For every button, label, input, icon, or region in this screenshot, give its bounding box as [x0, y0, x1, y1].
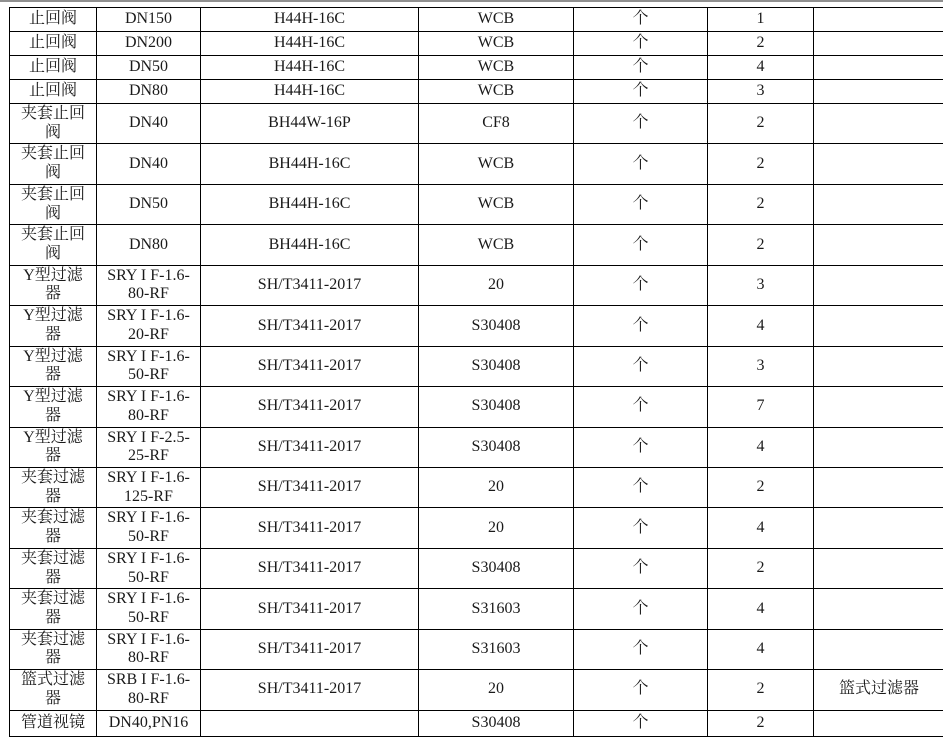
- cell-name: 夹套止回阀: [10, 144, 97, 184]
- cell-model: SH/T3411-2017: [201, 346, 419, 386]
- cell-model: H44H-16C: [201, 56, 419, 80]
- cell-remark: [814, 589, 943, 629]
- cell-name: 止回阀: [10, 56, 97, 80]
- cell-name: 管道视镜: [10, 710, 97, 736]
- cell-remark: [814, 104, 943, 144]
- cell-remark: [814, 80, 943, 104]
- table-row: [10, 670, 943, 710]
- cell-remark: [814, 346, 943, 386]
- cell-unit: 个: [574, 144, 708, 184]
- cell-unit: 个: [574, 104, 708, 144]
- cell-qty: 4: [708, 508, 814, 548]
- cell-unit: 个: [574, 548, 708, 588]
- table-row: [10, 589, 943, 629]
- cell-material: S30408: [419, 710, 574, 736]
- cell-qty: 2: [708, 225, 814, 265]
- table-row: [10, 508, 943, 548]
- cell-material: S30408: [419, 306, 574, 346]
- cell-name: 夹套止回阀: [10, 184, 97, 224]
- cell-model: SH/T3411-2017: [201, 427, 419, 467]
- cell-name: Y型过滤器: [10, 427, 97, 467]
- cell-qty: 7: [708, 387, 814, 427]
- cell-qty: 2: [708, 710, 814, 736]
- cell-remark: [814, 32, 943, 56]
- table-row: [10, 629, 943, 669]
- cell-spec: SRY I F-1.6-80-RF: [97, 629, 201, 669]
- cell-model: SH/T3411-2017: [201, 387, 419, 427]
- cell-model: H44H-16C: [201, 80, 419, 104]
- cell-material: 20: [419, 508, 574, 548]
- cell-unit: 个: [574, 508, 708, 548]
- cell-spec: DN50: [97, 56, 201, 80]
- cell-model: SH/T3411-2017: [201, 629, 419, 669]
- cell-remark: [814, 184, 943, 224]
- cell-name: Y型过滤器: [10, 265, 97, 305]
- cell-name: 止回阀: [10, 80, 97, 104]
- cell-unit: 个: [574, 710, 708, 736]
- cell-material: S31603: [419, 589, 574, 629]
- cell-name: 夹套过滤器: [10, 589, 97, 629]
- cell-model: SH/T3411-2017: [201, 548, 419, 588]
- cell-model: BH44W-16P: [201, 104, 419, 144]
- cell-material: WCB: [419, 225, 574, 265]
- cell-unit: 个: [574, 80, 708, 104]
- cut-off-previous-row-border: [0, 0, 943, 2]
- equipment-spec-table-body: [10, 8, 943, 737]
- cell-model: BH44H-16C: [201, 144, 419, 184]
- cell-unit: 个: [574, 387, 708, 427]
- cell-spec: DN150: [97, 8, 201, 32]
- cell-remark: [814, 56, 943, 80]
- table-row: [10, 104, 943, 144]
- cell-remark: [814, 306, 943, 346]
- cell-model: SH/T3411-2017: [201, 306, 419, 346]
- table-row: [10, 548, 943, 588]
- cell-material: WCB: [419, 56, 574, 80]
- cell-model: [201, 710, 419, 736]
- cell-remark: [814, 265, 943, 305]
- cell-unit: 个: [574, 184, 708, 224]
- cell-qty: 3: [708, 80, 814, 104]
- cell-name: 夹套止回阀: [10, 225, 97, 265]
- cell-name: 夹套过滤器: [10, 467, 97, 507]
- cell-material: CF8: [419, 104, 574, 144]
- cell-remark: [814, 467, 943, 507]
- table-row: [10, 8, 943, 32]
- cell-qty: 2: [708, 467, 814, 507]
- cell-remark: [814, 8, 943, 32]
- cell-material: S30408: [419, 387, 574, 427]
- cell-remark: [814, 387, 943, 427]
- cell-qty: 1: [708, 8, 814, 32]
- cell-unit: 个: [574, 629, 708, 669]
- cell-material: S30408: [419, 427, 574, 467]
- equipment-spec-table: [9, 7, 943, 737]
- cell-material: WCB: [419, 80, 574, 104]
- table-row: [10, 80, 943, 104]
- cell-material: WCB: [419, 184, 574, 224]
- cell-unit: 个: [574, 32, 708, 56]
- cell-unit: 个: [574, 225, 708, 265]
- cell-name: 篮式过滤器: [10, 670, 97, 710]
- cell-name: Y型过滤器: [10, 306, 97, 346]
- table-row: [10, 265, 943, 305]
- cell-name: 夹套过滤器: [10, 508, 97, 548]
- cell-unit: 个: [574, 427, 708, 467]
- cell-name: 夹套过滤器: [10, 629, 97, 669]
- cell-unit: 个: [574, 8, 708, 32]
- cell-model: SH/T3411-2017: [201, 670, 419, 710]
- cell-model: SH/T3411-2017: [201, 589, 419, 629]
- cell-spec: DN40: [97, 104, 201, 144]
- cell-material: 20: [419, 467, 574, 507]
- cell-spec: SRY I F-1.6-50-RF: [97, 548, 201, 588]
- table-row: [10, 225, 943, 265]
- cell-model: SH/T3411-2017: [201, 265, 419, 305]
- cell-qty: 3: [708, 265, 814, 305]
- cell-remark: [814, 508, 943, 548]
- cell-unit: 个: [574, 670, 708, 710]
- cell-unit: 个: [574, 56, 708, 80]
- table-row: [10, 427, 943, 467]
- table-row: [10, 32, 943, 56]
- cell-qty: 3: [708, 346, 814, 386]
- cell-remark: [814, 225, 943, 265]
- cell-name: 夹套止回阀: [10, 104, 97, 144]
- cell-name: 止回阀: [10, 32, 97, 56]
- table-row: [10, 144, 943, 184]
- cell-remark: [814, 144, 943, 184]
- cell-qty: 2: [708, 104, 814, 144]
- cell-model: H44H-16C: [201, 8, 419, 32]
- cell-name: Y型过滤器: [10, 387, 97, 427]
- cell-model: SH/T3411-2017: [201, 467, 419, 507]
- cell-qty: 2: [708, 32, 814, 56]
- cell-model: BH44H-16C: [201, 225, 419, 265]
- cell-spec: SRY I F-1.6-50-RF: [97, 589, 201, 629]
- cell-spec: DN40: [97, 144, 201, 184]
- cell-qty: 2: [708, 184, 814, 224]
- table-row: [10, 184, 943, 224]
- table-row: [10, 56, 943, 80]
- table-row: [10, 346, 943, 386]
- cell-material: WCB: [419, 32, 574, 56]
- cell-model: H44H-16C: [201, 32, 419, 56]
- cell-material: 20: [419, 670, 574, 710]
- cell-material: 20: [419, 265, 574, 305]
- cell-spec: DN40,PN16: [97, 710, 201, 736]
- cell-spec: DN80: [97, 80, 201, 104]
- cell-spec: SRY I F-1.6-125-RF: [97, 467, 201, 507]
- cell-spec: SRY I F-1.6-80-RF: [97, 387, 201, 427]
- cell-qty: 4: [708, 56, 814, 80]
- cell-qty: 4: [708, 589, 814, 629]
- cell-remark: [814, 548, 943, 588]
- cell-spec: DN200: [97, 32, 201, 56]
- table-row: [10, 306, 943, 346]
- cell-qty: 4: [708, 629, 814, 669]
- cell-spec: DN50: [97, 184, 201, 224]
- table-row: [10, 387, 943, 427]
- cell-unit: 个: [574, 589, 708, 629]
- cell-spec: SRY I F-1.6-50-RF: [97, 508, 201, 548]
- cell-unit: 个: [574, 346, 708, 386]
- cell-unit: 个: [574, 265, 708, 305]
- cell-qty: 2: [708, 144, 814, 184]
- cell-remark: 篮式过滤器: [814, 670, 943, 710]
- table-row: [10, 467, 943, 507]
- cell-remark: [814, 427, 943, 467]
- cell-qty: 4: [708, 306, 814, 346]
- cell-qty: 2: [708, 670, 814, 710]
- cell-model: BH44H-16C: [201, 184, 419, 224]
- cell-material: WCB: [419, 8, 574, 32]
- cell-material: S30408: [419, 548, 574, 588]
- cell-spec: SRY I F-1.6-50-RF: [97, 346, 201, 386]
- cell-material: WCB: [419, 144, 574, 184]
- cell-material: S30408: [419, 346, 574, 386]
- cell-spec: SRY I F-2.5-25-RF: [97, 427, 201, 467]
- cell-name: Y型过滤器: [10, 346, 97, 386]
- cell-spec: SRB I F-1.6-80-RF: [97, 670, 201, 710]
- table-row: [10, 710, 943, 736]
- cell-qty: 4: [708, 427, 814, 467]
- cell-remark: [814, 629, 943, 669]
- cell-name: 夹套过滤器: [10, 548, 97, 588]
- cell-unit: 个: [574, 306, 708, 346]
- cell-spec: DN80: [97, 225, 201, 265]
- cell-material: S31603: [419, 629, 574, 669]
- cell-qty: 2: [708, 548, 814, 588]
- cell-unit: 个: [574, 467, 708, 507]
- cell-model: SH/T3411-2017: [201, 508, 419, 548]
- cell-remark: [814, 710, 943, 736]
- cell-spec: SRY I F-1.6-80-RF: [97, 265, 201, 305]
- cell-spec: SRY I F-1.6-20-RF: [97, 306, 201, 346]
- cell-name: 止回阀: [10, 8, 97, 32]
